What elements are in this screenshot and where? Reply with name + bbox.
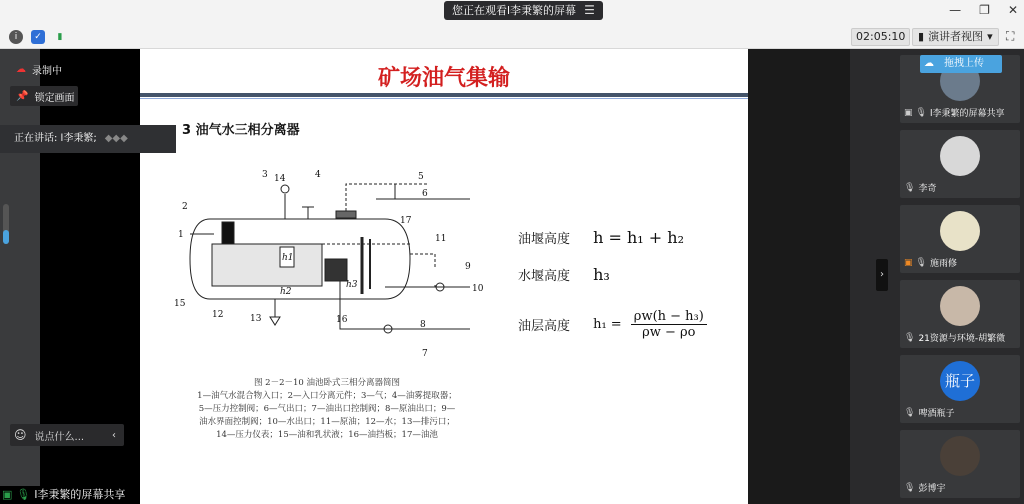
info-icon[interactable]: i xyxy=(9,30,23,44)
participant-tile[interactable] xyxy=(900,205,1020,273)
share-status-bar xyxy=(0,486,125,504)
caption-line: 油水界面控制阀；10—水出口；11—原油；12—水；13—排污口； xyxy=(199,417,455,427)
participant-name: 21资源与环境-胡繁微 xyxy=(918,334,1006,344)
volume-meter-fill xyxy=(3,230,9,244)
formula-denominator: ρw − ρo xyxy=(642,325,696,340)
microphone-muted-icon: 🎙 xyxy=(915,257,927,268)
avatar xyxy=(940,286,980,326)
formula-label: 油层高度 xyxy=(518,319,571,334)
formula-lhs: h₁ = xyxy=(593,317,622,332)
meeting-toolbar xyxy=(0,25,1024,49)
formula-fraction xyxy=(631,309,707,340)
diagram-label-2: 2 xyxy=(182,202,188,212)
participant-name-row xyxy=(904,181,936,194)
shared-slide xyxy=(140,49,748,504)
diagram-label-12: 12 xyxy=(212,310,224,320)
minimize-icon[interactable]: — xyxy=(949,3,962,17)
chat-input-bar[interactable] xyxy=(10,424,124,446)
microphone-muted-icon: 🎙 xyxy=(904,482,916,493)
user-icon: ▣ xyxy=(904,257,913,268)
microphone-icon: 🎙 xyxy=(915,107,927,118)
formula-expr: h = h₁ + h₂ xyxy=(593,228,684,247)
title-rule-thin xyxy=(140,98,748,99)
section-heading: 3 油气水三相分离器 xyxy=(182,123,300,138)
window-controls xyxy=(949,3,1018,17)
diagram-label-17: 17 xyxy=(400,216,412,226)
pin-icon: 📌 xyxy=(16,90,29,102)
diagram-label-14: 14 xyxy=(274,174,286,184)
diagram-label-11: 11 xyxy=(435,234,447,244)
separator-diagram xyxy=(170,159,490,369)
recording-status[interactable] xyxy=(16,62,62,77)
diagram-label-h1: h1 xyxy=(282,253,294,263)
participant-name: 李奇 xyxy=(918,184,937,194)
chevron-down-icon: ▾ xyxy=(987,30,993,43)
diagram-label-16: 16 xyxy=(336,315,348,325)
hamburger-icon[interactable]: ☰ xyxy=(584,3,595,17)
collapse-panel-icon[interactable]: › xyxy=(876,259,888,291)
participant-name-row xyxy=(904,331,1005,344)
formula-numerator: ρw(h − h₃) xyxy=(631,309,707,325)
figure-caption xyxy=(172,377,482,442)
diagram-label-1: 1 xyxy=(178,230,184,240)
chat-placeholder: 说点什么... xyxy=(34,431,85,443)
cloud-record-icon: ☁ xyxy=(16,64,26,75)
participant-name-row xyxy=(904,481,945,494)
formula-oil-layer xyxy=(518,309,707,340)
diagram-label-15: 15 xyxy=(174,299,186,309)
formula-label: 水堰高度 xyxy=(518,269,571,284)
presenter-view-label: 演讲者视图 xyxy=(928,30,984,43)
participant-name-row xyxy=(904,256,957,269)
participant-tile[interactable] xyxy=(900,430,1020,498)
diagram-label-6: 6 xyxy=(422,189,428,199)
recording-label: 录制中 xyxy=(32,66,62,77)
speaker-avatar-icon: ◆◆◆ xyxy=(104,133,128,144)
diagram-label-8: 8 xyxy=(420,320,426,330)
diagram-label-4: 4 xyxy=(315,170,321,180)
caption-line: 5—压力控制阀；6—气出口；7—油出口控制阀；8—原油出口；9— xyxy=(198,404,456,414)
share-label: l李秉繁的屏幕共享 xyxy=(34,488,126,501)
restore-icon[interactable]: ❐ xyxy=(979,3,990,17)
microphone-icon: 🎙 xyxy=(16,488,31,501)
caption-line: 图 2－2－10 油池卧式三相分离器简图 xyxy=(253,378,401,388)
formula-water-weir xyxy=(518,264,610,284)
signal-icon[interactable]: ▮ xyxy=(57,32,63,42)
cloud-upload-icon: ☁ xyxy=(924,58,934,69)
microphone-muted-icon: 🎙 xyxy=(904,332,916,343)
meeting-timer: 02:05:10 xyxy=(851,28,910,46)
participant-tile[interactable] xyxy=(900,130,1020,198)
caption-line: 1—油气水混合物入口；2—入口分离元件；3—气；4—油雾提取器； xyxy=(197,391,457,401)
shield-icon[interactable]: ✓ xyxy=(31,30,45,44)
caption-line: 14—压力仪表；15—油和乳状液；16—油挡板；17—油池 xyxy=(216,430,438,440)
right-strip xyxy=(748,49,850,504)
participant-name: 啤酒瓶子 xyxy=(918,409,955,419)
lock-screen-label: 锁定画面 xyxy=(34,92,75,104)
diagram-label-h2: h2 xyxy=(280,287,292,297)
diagram-label-3: 3 xyxy=(262,170,268,180)
close-icon[interactable]: ✕ xyxy=(1007,3,1018,17)
screen-share-icon: ▣ xyxy=(904,107,913,118)
upload-label: 拖拽上传 xyxy=(944,58,984,69)
viewing-indicator[interactable] xyxy=(444,1,603,20)
title-bar xyxy=(0,0,1024,25)
viewing-text: 您正在观看l李秉繁的屏幕 xyxy=(452,4,577,17)
participant-name: 施雨修 xyxy=(929,259,957,269)
formula-label: 油堰高度 xyxy=(518,232,571,247)
presenter-view-icon: ▮ xyxy=(918,30,925,43)
diagram-label-h3: h3 xyxy=(346,280,358,290)
lock-screen-button[interactable] xyxy=(10,86,78,106)
title-rule xyxy=(140,93,748,97)
emoji-icon[interactable]: ☺ xyxy=(14,428,27,442)
avatar xyxy=(940,211,980,251)
formula-expr: h₃ xyxy=(593,265,610,284)
avatar xyxy=(940,436,980,476)
slide-title: 矿场油气集输 xyxy=(377,65,510,91)
avatar xyxy=(940,136,980,176)
presenter-view-button[interactable] xyxy=(912,28,999,46)
diagram-label-9: 9 xyxy=(465,262,471,272)
screen-share-icon: ▣ xyxy=(2,488,13,501)
avatar: 瓶子 xyxy=(940,361,980,401)
diagram-label-7: 7 xyxy=(422,349,428,359)
participant-name: 彭博宇 xyxy=(918,484,946,494)
participant-name: l李秉繁的屏幕共享 xyxy=(929,109,1005,119)
fullscreen-icon[interactable]: ⛶ xyxy=(1006,29,1015,43)
participant-tile[interactable] xyxy=(900,280,1020,348)
formula-oil-weir xyxy=(518,227,684,247)
participant-tile[interactable] xyxy=(900,355,1020,423)
microphone-muted-icon: 🎙 xyxy=(904,407,916,418)
participant-name-row xyxy=(904,106,1004,119)
speaking-text: 正在讲话: l李秉繁; xyxy=(14,133,97,144)
diagram-label-5: 5 xyxy=(418,172,424,182)
chat-collapse-icon[interactable]: ‹ xyxy=(112,429,116,441)
microphone-muted-icon: 🎙 xyxy=(904,182,916,193)
diagram-label-13: 13 xyxy=(250,314,262,324)
upload-button[interactable] xyxy=(920,55,1002,73)
speaking-indicator xyxy=(0,125,176,153)
volume-meter[interactable] xyxy=(3,204,9,244)
participant-name-row xyxy=(904,406,954,419)
diagram-label-10: 10 xyxy=(472,284,484,294)
